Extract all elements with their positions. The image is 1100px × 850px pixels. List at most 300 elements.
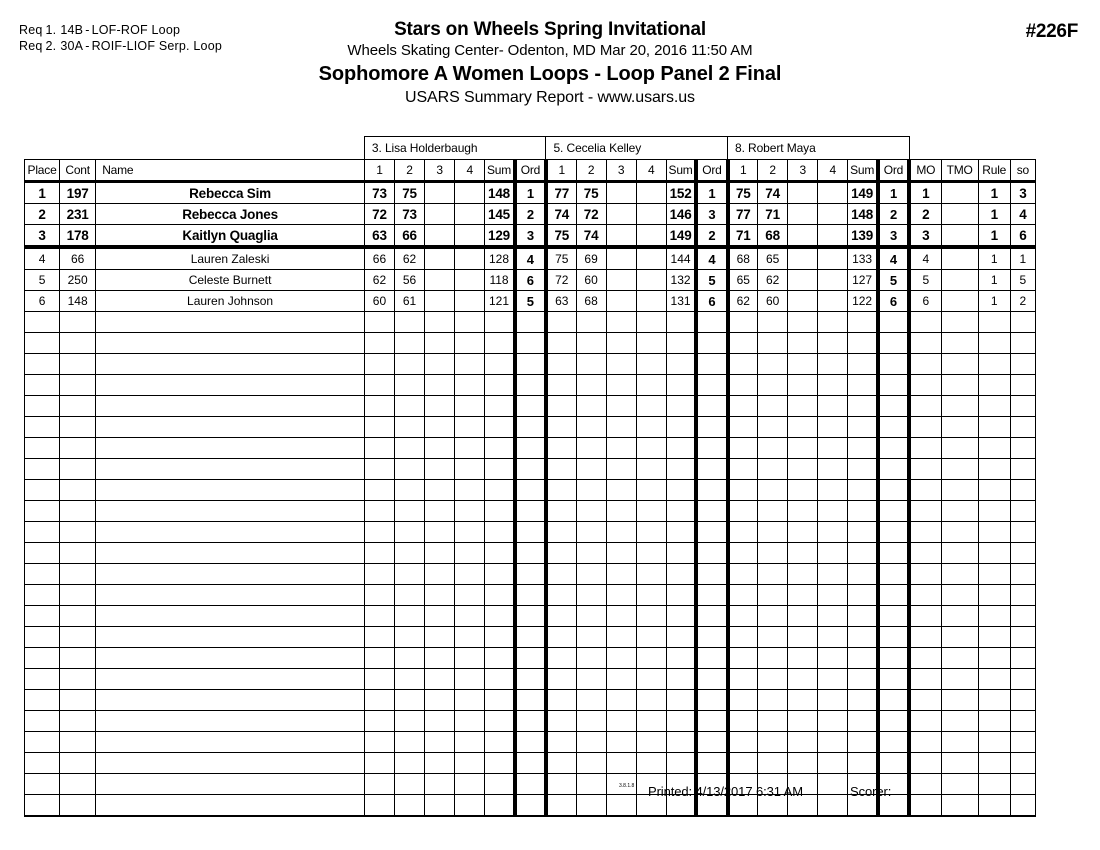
col-header-j1-sum: Sum (485, 160, 515, 182)
cell-judge1-score3 (425, 501, 455, 522)
cell-mo: 3 (909, 225, 941, 248)
cell-judge1-score2 (395, 690, 425, 711)
cell-judge1-ord (515, 312, 546, 333)
cell-judge3-score1 (728, 564, 758, 585)
cell-judge1-sum (485, 732, 515, 753)
cell-tmo (941, 459, 978, 480)
cell-judge2-score1 (546, 753, 576, 774)
cell-judge1-score3 (425, 627, 455, 648)
cell-judge2-sum (666, 333, 696, 354)
cell-judge1-score3 (425, 732, 455, 753)
cell-judge2-sum (666, 480, 696, 501)
cell-contestant-number (60, 732, 96, 753)
cell-judge3-ord (878, 459, 909, 480)
cell-judge1-score3 (425, 606, 455, 627)
table-row-empty (25, 333, 1036, 354)
cell-judge2-ord (696, 375, 727, 396)
cell-judge2-score3 (606, 396, 636, 417)
cell-judge3-score4 (818, 543, 848, 564)
cell-judge2-score3 (606, 291, 636, 312)
cell-judge1-score4 (455, 585, 485, 606)
cell-so: 2 (1010, 291, 1035, 312)
cell-judge2-ord (696, 312, 727, 333)
cell-so (1010, 459, 1035, 480)
cell-judge2-ord (696, 333, 727, 354)
cell-skater-name (96, 501, 365, 522)
cell-judge3-score1 (728, 375, 758, 396)
cell-judge3-score2: 60 (758, 291, 788, 312)
cell-judge2-score1 (546, 543, 576, 564)
col-header-j1-s3: 3 (425, 160, 455, 182)
cell-rule (978, 480, 1010, 501)
cell-judge3-sum (848, 711, 878, 732)
cell-judge1-ord (515, 480, 546, 501)
requirement-description: ROIF-LIOF Serp. Loop (91, 39, 223, 53)
cell-contestant-number: 231 (60, 204, 96, 225)
col-header-j1-s2: 2 (395, 160, 425, 182)
table-row-empty (25, 627, 1036, 648)
banner-spacer (978, 137, 1010, 160)
cell-judge3-score1: 77 (728, 204, 758, 225)
banner-spacer (909, 137, 941, 160)
cell-judge3-sum (848, 354, 878, 375)
table-row (25, 204, 1036, 225)
cell-judge2-score2 (576, 648, 606, 669)
cell-judge2-score1 (546, 333, 576, 354)
cell-skater-name: Lauren Johnson (96, 291, 365, 312)
col-header-j3-s1: 1 (728, 160, 758, 182)
cell-contestant-number (60, 648, 96, 669)
cell-judge3-score2 (758, 354, 788, 375)
cell-skater-name (96, 585, 365, 606)
cell-judge2-score2: 75 (576, 182, 606, 204)
table-row-empty (25, 522, 1036, 543)
cell-judge1-score2: 61 (395, 291, 425, 312)
cell-judge3-score2: 68 (758, 225, 788, 248)
cell-place (25, 459, 60, 480)
cell-judge2-score2 (576, 564, 606, 585)
cell-judge3-score2 (758, 627, 788, 648)
cell-judge2-score4 (636, 312, 666, 333)
cell-contestant-number (60, 354, 96, 375)
cell-judge2-sum (666, 459, 696, 480)
cell-judge3-score4 (818, 333, 848, 354)
cell-skater-name (96, 564, 365, 585)
cell-mo (909, 480, 941, 501)
cell-judge1-score1 (364, 522, 394, 543)
cell-judge1-sum (485, 438, 515, 459)
cell-judge1-score1 (364, 417, 394, 438)
cell-judge1-score2 (395, 333, 425, 354)
cell-judge2-sum (666, 438, 696, 459)
cell-judge2-score3 (606, 753, 636, 774)
cell-so (1010, 480, 1035, 501)
cell-place (25, 732, 60, 753)
cell-judge1-ord (515, 585, 546, 606)
cell-judge1-score2 (395, 354, 425, 375)
cell-rule (978, 732, 1010, 753)
cell-judge2-sum (666, 396, 696, 417)
cell-judge1-score4 (455, 225, 485, 248)
col-header-j3-s2: 2 (758, 160, 788, 182)
cell-judge2-sum (666, 522, 696, 543)
cell-contestant-number (60, 480, 96, 501)
cell-rule (978, 564, 1010, 585)
cell-place (25, 669, 60, 690)
report-header (0, 18, 1100, 109)
cell-place (25, 480, 60, 501)
cell-judge3-score1: 65 (728, 270, 758, 291)
cell-judge2-score4 (636, 501, 666, 522)
cell-so (1010, 354, 1035, 375)
cell-judge2-score1 (546, 459, 576, 480)
table-row (25, 291, 1036, 312)
cell-mo (909, 711, 941, 732)
cell-judge3-score3 (788, 690, 818, 711)
cell-judge2-ord (696, 732, 727, 753)
cell-mo: 4 (909, 247, 941, 270)
cell-judge1-sum: 118 (485, 270, 515, 291)
cell-judge1-score1: 73 (364, 182, 394, 204)
cell-judge1-ord (515, 543, 546, 564)
cell-judge2-ord: 2 (696, 225, 727, 248)
cell-judge1-ord (515, 459, 546, 480)
cell-judge2-score2: 68 (576, 291, 606, 312)
cell-judge1-score4 (455, 247, 485, 270)
cell-tmo (941, 396, 978, 417)
col-header-tmo: TMO (941, 160, 978, 182)
cell-rule: 1 (978, 204, 1010, 225)
cell-judge2-sum: 144 (666, 247, 696, 270)
cell-skater-name (96, 606, 365, 627)
cell-judge1-score2 (395, 627, 425, 648)
cell-judge2-ord: 4 (696, 247, 727, 270)
cell-judge1-score4 (455, 182, 485, 204)
cell-judge2-score3 (606, 522, 636, 543)
cell-judge1-score4 (455, 375, 485, 396)
cell-judge3-score2 (758, 417, 788, 438)
cell-judge2-ord (696, 438, 727, 459)
cell-judge1-sum: 128 (485, 247, 515, 270)
cell-mo (909, 396, 941, 417)
table-row-empty (25, 438, 1036, 459)
cell-judge2-score3 (606, 711, 636, 732)
cell-judge2-ord (696, 648, 727, 669)
cell-judge3-score3 (788, 564, 818, 585)
cell-so (1010, 522, 1035, 543)
col-header-j2-s3: 3 (606, 160, 636, 182)
cell-judge1-score1 (364, 501, 394, 522)
col-header-mo: MO (909, 160, 941, 182)
cell-judge2-score2 (576, 459, 606, 480)
cell-contestant-number (60, 333, 96, 354)
cell-judge1-score3 (425, 648, 455, 669)
table-row-empty (25, 711, 1036, 732)
cell-judge1-score2: 66 (395, 225, 425, 248)
cell-judge2-score3 (606, 501, 636, 522)
cell-judge3-sum: 139 (848, 225, 878, 248)
cell-rule (978, 396, 1010, 417)
cell-so: 1 (1010, 247, 1035, 270)
cell-contestant-number: 66 (60, 247, 96, 270)
cell-so: 4 (1010, 204, 1035, 225)
cell-judge3-score3 (788, 480, 818, 501)
event-number: #226F (1025, 21, 1078, 42)
table-row (25, 225, 1036, 248)
cell-judge2-score3 (606, 375, 636, 396)
cell-tmo (941, 417, 978, 438)
cell-judge2-score1: 74 (546, 204, 576, 225)
cell-judge1-sum (485, 543, 515, 564)
cell-judge2-sum (666, 711, 696, 732)
cell-judge1-score2 (395, 669, 425, 690)
cell-tmo (941, 711, 978, 732)
cell-place (25, 354, 60, 375)
cell-judge1-score2 (395, 501, 425, 522)
cell-judge1-score4 (455, 354, 485, 375)
cell-mo (909, 753, 941, 774)
cell-judge3-ord (878, 417, 909, 438)
cell-rule (978, 417, 1010, 438)
cell-contestant-number (60, 543, 96, 564)
cell-judge2-ord (696, 753, 727, 774)
cell-judge1-score4 (455, 753, 485, 774)
cell-judge3-score3 (788, 182, 818, 204)
cell-judge1-score1: 72 (364, 204, 394, 225)
cell-judge1-score2 (395, 438, 425, 459)
cell-judge2-score1 (546, 564, 576, 585)
cell-tmo (941, 753, 978, 774)
cell-so (1010, 669, 1035, 690)
cell-place (25, 690, 60, 711)
cell-judge1-ord (515, 396, 546, 417)
cell-judge2-ord (696, 459, 727, 480)
table-row-empty (25, 543, 1036, 564)
col-header-so: so (1010, 160, 1035, 182)
cell-judge3-ord (878, 753, 909, 774)
cell-place (25, 438, 60, 459)
cell-judge2-sum: 152 (666, 182, 696, 204)
cell-judge3-sum (848, 501, 878, 522)
cell-judge3-score1: 71 (728, 225, 758, 248)
cell-contestant-number: 148 (60, 291, 96, 312)
cell-place (25, 543, 60, 564)
cell-place (25, 333, 60, 354)
cell-judge1-score2 (395, 522, 425, 543)
cell-judge1-sum: 121 (485, 291, 515, 312)
cell-judge1-score3 (425, 182, 455, 204)
cell-judge3-score4 (818, 690, 848, 711)
cell-judge2-score4 (636, 204, 666, 225)
cell-so (1010, 606, 1035, 627)
cell-judge1-score3 (425, 225, 455, 248)
cell-rule (978, 585, 1010, 606)
cell-judge2-score4 (636, 375, 666, 396)
table-row-empty (25, 396, 1036, 417)
table-row-empty (25, 480, 1036, 501)
cell-judge2-sum: 149 (666, 225, 696, 248)
cell-judge3-sum (848, 375, 878, 396)
cell-judge1-sum (485, 627, 515, 648)
table-row-empty (25, 690, 1036, 711)
cell-judge3-score3 (788, 627, 818, 648)
cell-skater-name (96, 459, 365, 480)
cell-judge2-score1 (546, 417, 576, 438)
cell-rule (978, 543, 1010, 564)
cell-judge3-score2 (758, 438, 788, 459)
cell-skater-name (96, 669, 365, 690)
cell-judge1-score3 (425, 543, 455, 564)
cell-judge2-score1 (546, 627, 576, 648)
report-subtitle: USARS Summary Report - www.usars.us (405, 89, 695, 106)
table-row-empty (25, 375, 1036, 396)
requirement-number: 1. (45, 23, 57, 37)
cell-judge1-score3 (425, 690, 455, 711)
cell-judge3-score4 (818, 480, 848, 501)
cell-so (1010, 312, 1035, 333)
cell-contestant-number (60, 396, 96, 417)
cell-judge1-score3 (425, 204, 455, 225)
cell-judge3-score2 (758, 375, 788, 396)
cell-judge3-score1 (728, 753, 758, 774)
cell-contestant-number (60, 459, 96, 480)
cell-contestant-number (60, 606, 96, 627)
cell-rule (978, 312, 1010, 333)
cell-mo (909, 606, 941, 627)
cell-judge3-score2: 62 (758, 270, 788, 291)
cell-judge3-score3 (788, 732, 818, 753)
cell-so: 3 (1010, 182, 1035, 204)
cell-skater-name (96, 753, 365, 774)
table-row (25, 247, 1036, 270)
cell-judge2-score3 (606, 204, 636, 225)
cell-so (1010, 417, 1035, 438)
cell-judge1-sum (485, 753, 515, 774)
cell-rule (978, 501, 1010, 522)
table-row-empty (25, 585, 1036, 606)
col-header-j2-s2: 2 (576, 160, 606, 182)
cell-judge3-score1 (728, 648, 758, 669)
cell-judge1-score1 (364, 354, 394, 375)
cell-so (1010, 564, 1035, 585)
cell-judge2-ord (696, 354, 727, 375)
cell-judge2-score1 (546, 396, 576, 417)
cell-judge2-score3 (606, 648, 636, 669)
cell-judge3-score3 (788, 522, 818, 543)
table-row (25, 270, 1036, 291)
cell-judge3-score4 (818, 564, 848, 585)
cell-judge1-sum: 129 (485, 225, 515, 248)
cell-judge2-score4 (636, 606, 666, 627)
cell-rule (978, 459, 1010, 480)
cell-tmo (941, 606, 978, 627)
cell-judge2-score2 (576, 375, 606, 396)
cell-judge2-score4 (636, 585, 666, 606)
cell-place: 2 (25, 204, 60, 225)
cell-judge2-score4 (636, 291, 666, 312)
cell-mo (909, 732, 941, 753)
cell-judge1-score3 (425, 585, 455, 606)
cell-judge3-ord (878, 333, 909, 354)
cell-judge1-score1 (364, 648, 394, 669)
cell-judge2-ord (696, 501, 727, 522)
cell-judge3-score2: 65 (758, 247, 788, 270)
cell-judge1-score1: 63 (364, 225, 394, 248)
cell-so (1010, 585, 1035, 606)
cell-judge3-ord (878, 501, 909, 522)
cell-judge1-sum: 148 (485, 182, 515, 204)
cell-judge2-score4 (636, 225, 666, 248)
cell-place (25, 375, 60, 396)
cell-judge1-score1: 60 (364, 291, 394, 312)
cell-judge2-ord (696, 396, 727, 417)
cell-judge1-score3 (425, 291, 455, 312)
cell-judge3-sum (848, 396, 878, 417)
cell-judge1-score4 (455, 204, 485, 225)
cell-judge1-score3 (425, 480, 455, 501)
cell-skater-name (96, 711, 365, 732)
cell-tmo (941, 375, 978, 396)
cell-so (1010, 648, 1035, 669)
cell-judge2-score4 (636, 753, 666, 774)
cell-mo (909, 564, 941, 585)
col-header-j2-s1: 1 (546, 160, 576, 182)
cell-judge2-score2 (576, 438, 606, 459)
cell-judge2-score1 (546, 585, 576, 606)
table-row-empty (25, 648, 1036, 669)
cell-judge1-sum (485, 690, 515, 711)
cell-judge1-score1 (364, 732, 394, 753)
cell-tmo (941, 270, 978, 291)
cell-judge2-score3 (606, 417, 636, 438)
cell-judge2-sum (666, 690, 696, 711)
cell-judge1-score1 (364, 690, 394, 711)
cell-judge1-score3 (425, 247, 455, 270)
cell-judge1-score4 (455, 711, 485, 732)
cell-judge1-score2 (395, 417, 425, 438)
cell-judge2-score2 (576, 522, 606, 543)
cell-judge1-ord (515, 690, 546, 711)
cell-place (25, 501, 60, 522)
cell-judge2-score1 (546, 690, 576, 711)
cell-judge3-score2: 71 (758, 204, 788, 225)
cell-judge3-sum (848, 627, 878, 648)
cell-judge3-score1 (728, 396, 758, 417)
cell-contestant-number (60, 501, 96, 522)
cell-skater-name (96, 312, 365, 333)
cell-skater-name (96, 522, 365, 543)
cell-mo: 1 (909, 182, 941, 204)
cell-judge3-score4 (818, 375, 848, 396)
cell-judge3-sum (848, 585, 878, 606)
cell-mo (909, 501, 941, 522)
judge-1-banner: 3. Lisa Holderbaugh (364, 137, 546, 160)
cell-so: 6 (1010, 225, 1035, 248)
cell-tmo (941, 438, 978, 459)
banner-spacer (1010, 137, 1035, 160)
cell-judge1-score4 (455, 669, 485, 690)
cell-judge2-ord: 6 (696, 291, 727, 312)
cell-skater-name (96, 396, 365, 417)
cell-judge3-score4 (818, 648, 848, 669)
cell-rule: 1 (978, 247, 1010, 270)
cell-skater-name (96, 354, 365, 375)
cell-tmo (941, 204, 978, 225)
cell-judge1-score1 (364, 312, 394, 333)
cell-judge3-ord: 5 (878, 270, 909, 291)
cell-rule (978, 648, 1010, 669)
cell-judge3-score1 (728, 312, 758, 333)
